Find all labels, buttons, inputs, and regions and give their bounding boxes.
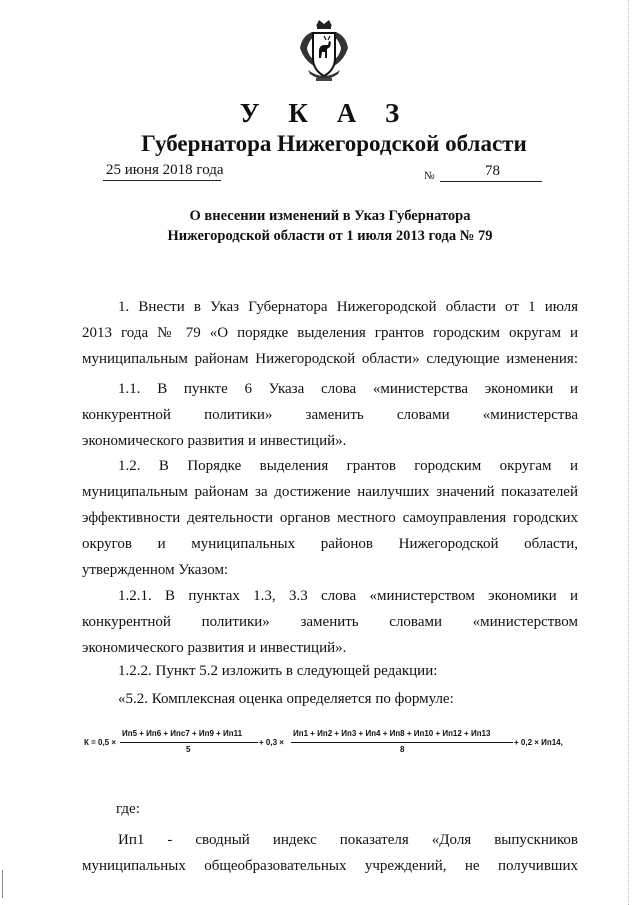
paragraph-line: 1.2.2. Пункт 5.2 изложить в следующей редакции: <box>118 663 438 679</box>
paragraph-line: муниципальным районам Нижегородской области» следующие изменения: <box>82 351 578 367</box>
document-number: 78 <box>485 163 500 179</box>
paragraph-line: 1.2. В Порядке выделения грантов городским округам и <box>118 458 578 474</box>
number-underline <box>440 181 542 182</box>
document-subheading: Губернатора Нижегородской области <box>141 131 527 156</box>
paragraph-line: 1. Внести в Указ Губернатора Нижегородской области от 1 июля <box>118 299 578 315</box>
complex-score-formula <box>84 727 584 763</box>
fraction-bar-1 <box>120 742 258 743</box>
subject-line: О внесении изменений в Указ Губернатора <box>189 208 471 224</box>
paragraph-1-2-2 <box>82 658 578 684</box>
formula-tail: + 0,2 × Ип14, <box>514 738 563 747</box>
paragraph-line: 2013 года № 79 «О порядке выделения грантов городским округам и <box>82 325 578 341</box>
scan-edge-mark <box>2 870 3 898</box>
date-underline <box>103 180 221 181</box>
formula-denominator-1: 5 <box>186 745 191 754</box>
document-subject <box>120 206 540 246</box>
formula-denominator-2: 8 <box>400 745 405 754</box>
document-date: 25 июня 2018 года <box>106 162 224 178</box>
paragraph-line: конкурентной политики» заменить словами «министерства <box>82 407 578 423</box>
where-label: где: <box>116 801 140 817</box>
paragraph-ip1 <box>82 827 578 879</box>
formula-numerator-2: Ип1 + Ип2 + Ип3 + Ип4 + Ип8 + Ип10 + Ип12 + Ип13 <box>293 729 491 738</box>
paragraph-1-2 <box>82 453 578 583</box>
formula-mid: + 0,3 × <box>259 738 284 747</box>
paragraph-line: эффективности деятельности органов местного самоуправления городских <box>82 510 578 526</box>
paragraph-1-1 <box>82 376 578 454</box>
paragraph-5-2 <box>82 686 578 712</box>
paragraph-line: конкурентной политики» заменить словами «министерством <box>82 614 578 630</box>
paragraph-1 <box>82 294 578 372</box>
formula-numerator-1: Ип5 + Ип6 + Ипс7 + Ип9 + Ип11 <box>122 729 243 738</box>
paragraph-line: муниципальных общеобразовательных учреждений, не получивших <box>82 858 578 874</box>
fraction-bar-2 <box>291 742 513 743</box>
formula-lhs: К = 0,5 × <box>84 738 117 747</box>
document-heading: У К А З <box>239 98 411 128</box>
paragraph-line: экономического развития и инвестиций». <box>82 433 347 449</box>
paragraph-line: утвержденном Указом: <box>82 562 229 578</box>
subject-line: Нижегородской области от 1 июля 2013 года № 79 <box>167 228 493 244</box>
paragraph-line: округов и муниципальных районов Нижегородской области, <box>82 536 578 552</box>
paragraph-line: муниципальным районам за достижение наилучших значений показателей <box>82 484 578 500</box>
number-sign: № <box>424 170 435 182</box>
paragraph-line: 1.1. В пункте 6 Указа слова «министерства экономики и <box>118 381 578 397</box>
paragraph-line: Ип1 - сводный индекс показателя «Доля выпускников <box>118 832 578 848</box>
coat-of-arms-icon <box>294 18 354 88</box>
paragraph-1-2-1 <box>82 583 578 661</box>
paragraph-line: «5.2. Комплексная оценка определяется по формуле: <box>118 691 454 707</box>
paragraph-line: экономического развития и инвестиций». <box>82 640 347 656</box>
paragraph-line: 1.2.1. В пунктах 1.3, 3.3 слова «министерством экономики и <box>118 588 578 604</box>
